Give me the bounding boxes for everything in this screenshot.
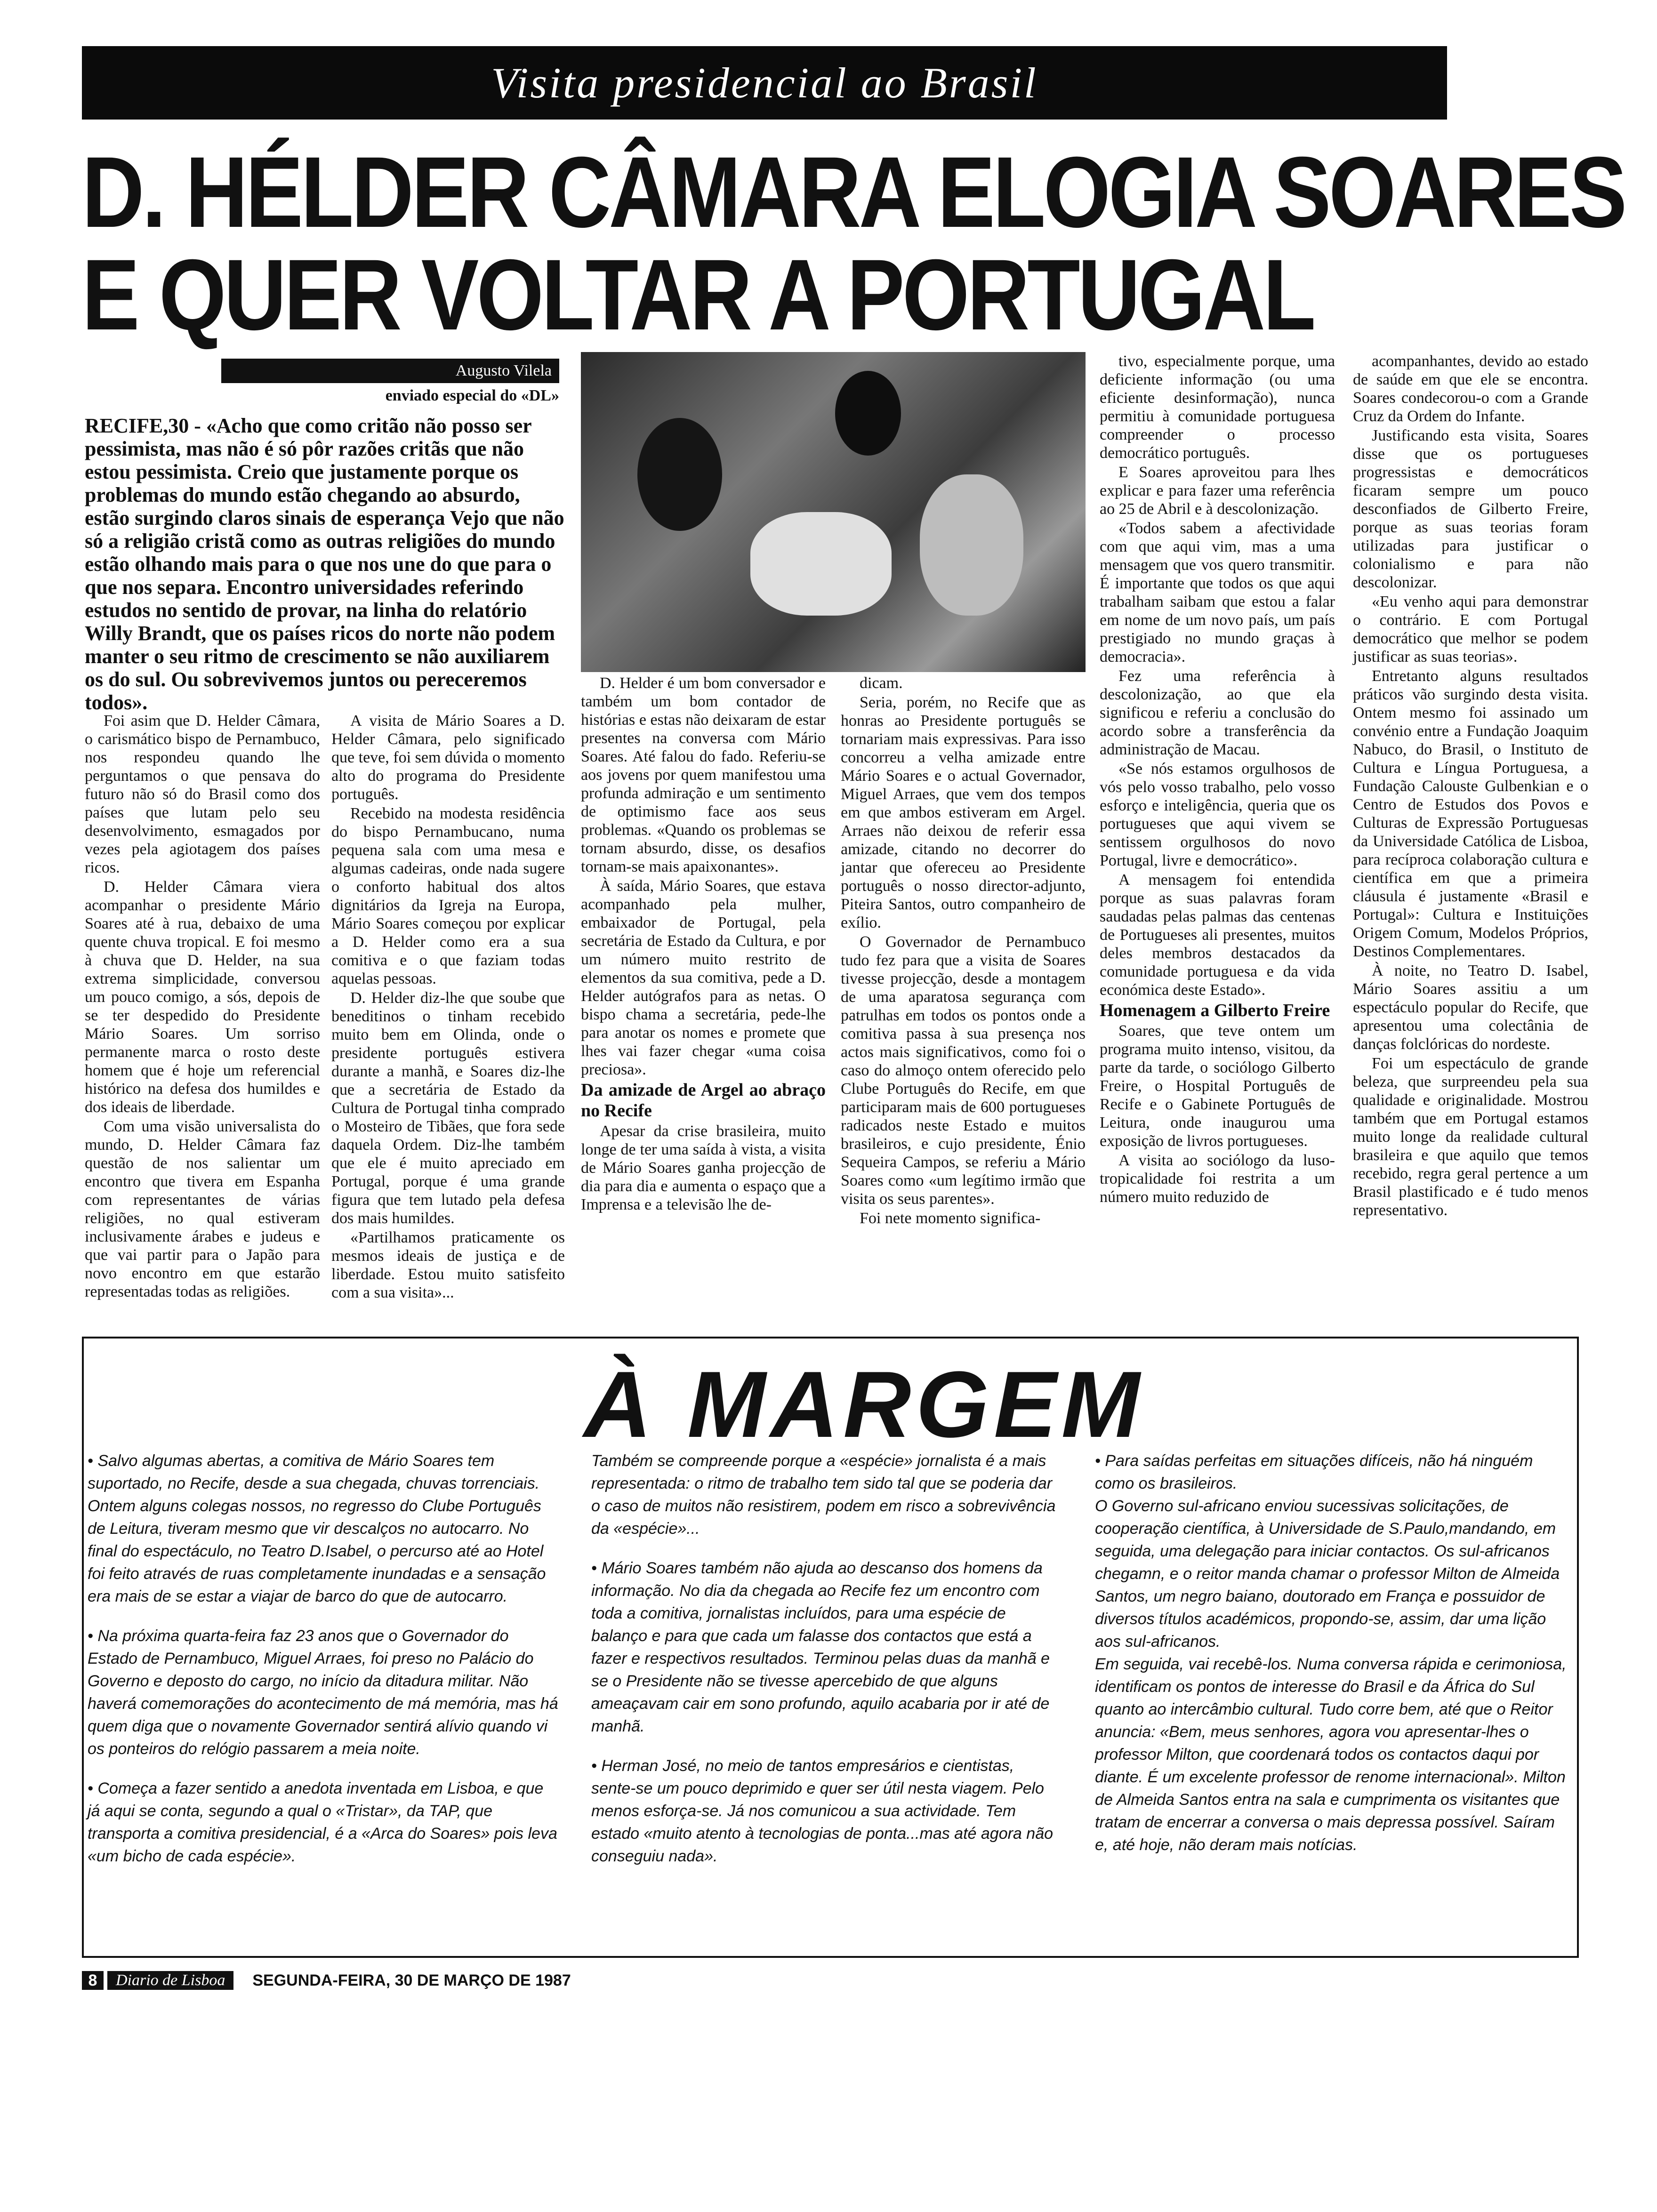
paragraph: D. Helder Câmara viera acompanhar o presidente Mário Soares até à rua, debaixo de uma quente chuva tropical. E foi mesmo à chuva que D. Helder, na sua extrema simplicidade, conversou um pouco comigo, a sós, depois de se ter despedido do Presidente Mário Soares. Um sorriso permanente marca o rosto deste homem que é hoje um referencial histórico na defesa dos humildes e dos ideais de liberdade.: [85, 878, 320, 1116]
margem-item: Também se compreende porque a «espécie» jornalista é a mais representada: o ritmo de trabalho tem sido tal que se poderia dar o caso de muitos não resistirem, podem em risco a sobrevivência da «espécie»...: [591, 1452, 1056, 1538]
paragraph: Apesar da crise brasileira, muito longe de ter uma saída à vista, a visita de Mário Soares ganha projecção de dia para dia e aumenta o espaço que a Imprensa e a televisão lhe de-: [581, 1122, 826, 1213]
paragraph: O Governador de Pernambuco tudo fez para que a visita de Soares tivesse projecção, desde a montagem de uma aparatosa segurança com patrulhas em todos os pontos onde a comitiva passa à sua presença nos actos mais significativos, como foi o caso do almoço ontem oferecido pelo Clube Português do Recife, em que participaram mais de 600 portugueses radicados neste Estado e muitos brasileiros, e cujo presidente, Énio Sequeira Campos, se referiu a Mário Soares como «um legítimo irmão que visita os seus parentes».: [841, 933, 1086, 1208]
lede-paragraph: RECIFE,30 - «Acho que como critão não posso ser pessimista, mas não é só pôr razões critãs que não estou pessimista. Creio que justamente porque os problemas do mundo estão chegando ao absurdo, estão surgindo claros sinais de esperança Vejo que não só a religião cristã como as outras religiões do mundo estão olhando mais para o que nos une do que para o que nos separa. Encontro universidades referindo estudos no sentido de provar, na linha do relatório Willy Brandt, que os países ricos do norte não podem manter o seu ritmo de crescimento se não auxiliarem os do sul. Ou sobrevivemos juntos ou pereceremos todos».: [85, 414, 564, 714]
paragraph: Soares, que teve ontem um programa muito intenso, visitou, da parte da tarde, o sociólogo Gilberto Freire, o Hospital Português de Recife e o Gabinete Português de Leitura, onde inaugurou uma exposição de livros portugueses.: [1100, 1022, 1335, 1150]
article-photo: [581, 352, 1086, 672]
paragraph: A mensagem foi entendida porque as suas palavras foram saudadas pelas palmas das centenas de Portugueses ali presentes, muitos deles membros destacados da comunidade portuguesa e da vida económica deste Estado».: [1100, 871, 1335, 999]
paragraph: Foi asim que D. Helder Câmara, o carismático bispo de Pernambuco, nos respondeu quando lhe perguntamos o que pensava do futuro não só do Brasil como dos países que lutam pelo seu desenvolvimento, esmagados por vezes pela agiotagem dos países ricos.: [85, 712, 320, 876]
subheading: Da amizade de Argel ao abraço no Recife: [581, 1080, 826, 1121]
paragraph: Justificando esta visita, Soares disse que os portugueses progressistas e democráticos ficaram sempre um pouco desconfiados de Gilberto Freire, porque as suas teorias foram utilizadas para justificar o colonialismo e para não descolonizar.: [1353, 427, 1588, 591]
headline-line-2: E QUER VOLTAR A PORTUGAL: [82, 239, 1314, 351]
paragraph: E Soares aproveitou para lhes explicar e para fazer uma referência ao 25 de Abril e à descolonização.: [1100, 464, 1335, 518]
subheading: Homenagem a Gilberto Freire: [1100, 1001, 1330, 1020]
paragraph: acompanhantes, devido ao estado de saúde em que ele se encontra. Soares condecorou-o com a Grande Cruz da Ordem do Infante.: [1353, 353, 1588, 425]
paragraph: A visita de Mário Soares a D. Helder Câmara, pelo significado que teve, foi sem dúvida o momento alto do programa do Presidente português.: [331, 712, 565, 803]
margem-column-3: [1095, 1450, 1570, 1873]
margem-item: • Na próxima quarta-feira faz 23 anos que o Governador do Estado de Pernambuco, Miguel Arraes, foi preso no Palácio do Governo e deposto do cargo, no início da ditadura militar. Não haverá comemorações do acontecimento de má memória, mas há quem diga que o novamente Governador sentirá alívio quando vi os ponteiros do relógio passarem a meia noite.: [88, 1627, 558, 1758]
article-column-6: [1353, 352, 1588, 1220]
paragraph: À saída, Mário Soares, que estava acompanhado pela mulher, embaixador de Portugal, pela secretária de Estado da Cultura, e por um número muito restrito de elementos da sua comitiva, pede a D. Helder autógrafos para as netas. O bispo chama a secretária, pede-lhe para anotar os nomes e promete que lhes vai fazer chegar «uma coisa preciosa».: [581, 877, 826, 1078]
paragraph: «Partilhamos praticamente os mesmos ideais de justiça e de liberdade. Estou muito satisfeito com a sua visita»...: [331, 1229, 565, 1301]
paragraph: Foi nete momento significa-: [860, 1210, 1041, 1227]
paragraph: Fez uma referência à descolonização, ao que ela significou e referiu a conclusão do acordo sobre a transferência da administração de Macau.: [1100, 667, 1335, 758]
margem-item: • Herman José, no meio de tantos empresários e cientistas, sente-se um pouco deprimido e quer ser útil nesta viagem. Pelo menos esforça-se. Já nos comunicou a sua actividade. Tem estado «muito atento à tecnologias de ponta...mas até agora não conseguiu nada».: [591, 1757, 1054, 1865]
page-number: 8: [82, 1971, 104, 1990]
paragraph: Entretanto alguns resultados práticos vão surgindo desta visita. Ontem mesmo foi assinado um convénio entre a Fundação Joaquim Nabuco, do Brasil, o Instituto de Cultura e Língua Portuguesa, a Fundação Calouste Gulbenkian e o Centro de Estudos dos Povos e Culturas de Expressão Portuguesas da Universidade Católica de Lisboa, para recíproca colaboração cultura e científica em que a primeira cláusula é justamente «Brasil e Portugal»: Cultura e Instituições Origem Comum, Modelos Próprios, Destinos Complementares.: [1353, 667, 1588, 960]
article-column-1: [85, 712, 320, 1302]
paragraph: À noite, no Teatro D. Isabel, Mário Soares assitiu a um espectáculo popular do Recife, que apresentou uma colectânia de danças folclóricas do nordeste.: [1353, 962, 1588, 1053]
article-column-2: [331, 712, 565, 1303]
margem-column-1: [88, 1450, 558, 1884]
headline: [82, 136, 1625, 351]
paragraph: tivo, especialmente porque, uma deficiente informação (ou uma eficiente desinformação), nunca permitiu à comunidade portuguesa compreender o processo democrático português.: [1100, 353, 1335, 462]
newspaper-name: Diario de Lisboa: [107, 1971, 233, 1990]
paragraph: dicam.: [860, 674, 903, 692]
paragraph: D. Helder diz-lhe que soube que beneditinos o tinham recebido muito bem em Olinda, onde o presidente português estivera durante a manhã, e Soares diz-lhe que a secretária de Estado da Cultura de Portugal tinha comprado o Mosteiro de Tibães, que fora sede daquela Ordem. Diz-lhe também que ele é muito apreciado em Portugal, porque é uma grande figura que tem lutado pela defesa dos mais humildes.: [331, 989, 565, 1227]
margem-item: O Governo sul-africano enviou sucessivas solicitações, de cooperação científica, à Universidade de S.Paulo,mandando, em seguida, uma delegação para iniciar contactos. Os sul-africanos chegamn, e o reitor manda chamar o professor Milton de Almeida Santos, um negro baiano, doutorado em França e possuidor de diversos títulos académicos, propondo-se, assim, dar uma lição aos sul-africanos.: [1095, 1497, 1560, 1651]
paragraph: A visita ao sociólogo da luso-tropicalidade foi restrita a um número muito reduzido de: [1100, 1152, 1335, 1206]
paragraph: «Se nós estamos orgulhosos de vós pelo vosso trabalho, pelo vosso esforço e inteligência, queria que os portugueses que aqui vivem se sentissem orgulhosos do novo Portugal, livre e democrático».: [1100, 760, 1335, 869]
paragraph: Com uma visão universalista do mundo, D. Helder Câmara faz questão de nos salientar um encontro que tivera em Espanha com representantes de várias religiões, no qual estiveram inclusivamente árabes e judeus e que vai partir para o Japão para novo encontro em que estarão representadas todas as religiões.: [85, 1118, 320, 1300]
margem-item: • Começa a fazer sentido a anedota inventada em Lisboa, e que já aqui se conta, segundo a qual o «Tristar», da TAP, que transporta a comitiva presidencial, é a «Arca do Soares» pois leva «um bicho de cada espécie».: [88, 1779, 557, 1865]
paragraph: «Todos sabem a afectividade com que aqui vim, mas a uma mensagem que vos quero transmitir. É importante que todos os que aqui trabalham saibam que estou a falar em nome de um novo país, um país prestigiado no mundo graças à democracia».: [1100, 520, 1335, 665]
publication-date: SEGUNDA-FEIRA, 30 DE MARÇO DE 1987: [252, 1971, 571, 1989]
byline-role: enviado especial do «DL»: [385, 387, 559, 404]
margem-item: • Mário Soares também não ajuda ao descanso dos homens da informação. No dia da chegada ao Recife fez um encontro com toda a comitiva, jornalistas incluídos, para uma espécie de balanço e para que cada um falasse dos contactos que está a fazer e respectivos resultados. Terminou pelas duas da manhã e se o Presidente não se tivesse apercebido de que alguns ameaçavam cair em sono profundo, aquilo acabaria por ir até de manhã.: [591, 1559, 1050, 1735]
paragraph: Foi um espectáculo de grande beleza, que surpreendeu pela sua qualidade e originalidade. Mostrou também que em Portugal estamos muito longe da realidade cultural brasileira e que aquilo que temos recebido, regra geral pertence a um Brasil plastificado e é tudo menos representativo.: [1353, 1055, 1588, 1219]
article-column-4: [841, 674, 1086, 1228]
a-margem-title: À MARGEM: [584, 1352, 1145, 1457]
byline-author: Augusto Vilela: [221, 359, 559, 383]
headline-line-1: D. HÉLDER CÂMARA ELOGIA SOARES: [82, 136, 1625, 248]
margem-column-2: [591, 1450, 1062, 1884]
paragraph: Recebido na modesta residência do bispo Pernambucano, numa pequena sala com uma mesa e algumas cadeiras, onde nada sugere o conforto habitual dos altos dignitários da Igreja na Europa, Mário Soares começou por explicar a D. Helder como era a sua comitiva e o que faziam todas aquelas pessoas.: [331, 805, 565, 987]
page-footer: [82, 1971, 882, 1990]
margem-item: • Para saídas perfeitas em situações difíceis, não há ninguém como os brasileiros.: [1095, 1452, 1533, 1492]
section-banner: Visita presidencial ao Brasil: [82, 46, 1447, 120]
paragraph: «Eu venho aqui para demonstrar o contrário. E com Portugal democrático que melhor se podem justificar as suas teorias».: [1353, 593, 1588, 665]
paragraph: Seria, porém, no Recife que as honras ao Presidente português se tornariam mais expressivas. Para isso concorreu a velha amizade entre Mário Soares e o actual Governador, Miguel Arraes, que vem dos tempos em que ambos estiveram em Argel. Arraes não deixou de referir essa amizade, citando no decorrer do jantar que ofereceu ao Presidente português o nosso director-adjunto, Piteira Santos, outro companheiro de exílio.: [841, 694, 1086, 931]
margem-item: Em seguida, vai recebê-los. Numa conversa rápida e cerimoniosa, identificam os pontos de interesse do Brasil e da África do Sul quanto ao intercâmbio cultural. Tudo corre bem, até que o Reitor anuncia: «Bem, meus senhores, agora vou apresentar-lhes o professor Milton, que coordenará todos os contactos daqui por diante. É um excelente professor de renome internacional». Milton de Almeida Santos entra na sala e cumprimenta os visitantes que tratam de encerrar a conversa o mais depressa possível. Saíram e, até hoje, não deram mais notícias.: [1095, 1655, 1567, 1854]
margem-item: • Salvo algumas abertas, a comitiva de Mário Soares tem suportado, no Recife, desde a sua chegada, chuvas torrenciais. Ontem alguns colegas nossos, no regresso do Clube Português de Leitura, tiveram mesmo que vir descalços no autocarro. No final do espectáculo, no Teatro D.Isabel, o percurso até ao Hotel foi feito através de ruas completamente inundadas e a sensação era mais de se estar a viajar de barco do que de autocarro.: [88, 1452, 546, 1605]
article-column-3: [581, 674, 826, 1215]
paragraph: D. Helder é um bom conversador e também um bom contador de histórias e estas não deixaram de estar presentes na conversa com Mário Soares. Até falou do fado. Referiu-se aos jovens por quem manifestou uma profunda admiração e um sentimento de optimismo face aos seus problemas. «Quando os problemas se tornam absurdo, disse, os desafios tornam-se mais apaixonantes».: [581, 674, 826, 875]
article-column-5: [1100, 352, 1335, 1207]
